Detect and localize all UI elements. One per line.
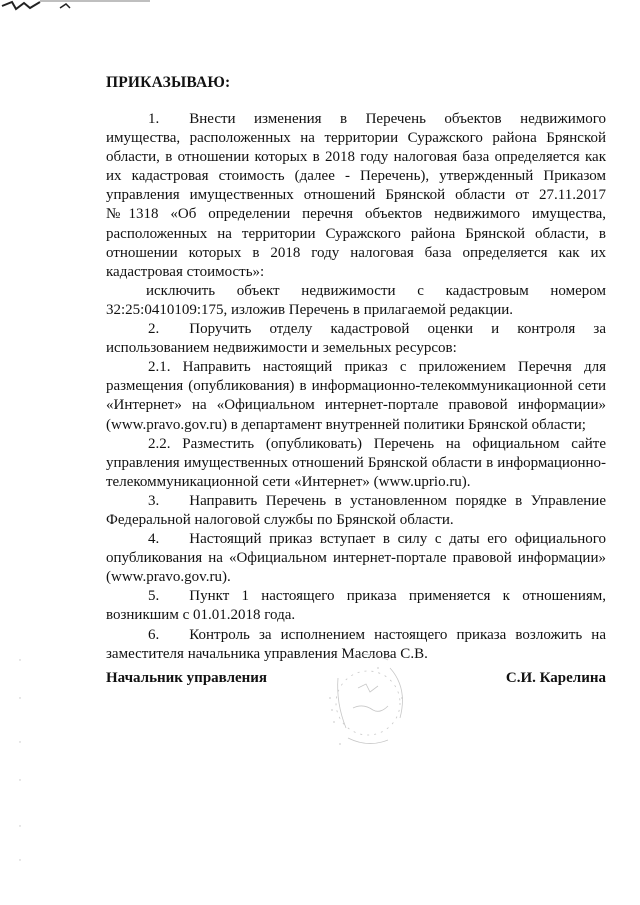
scan-margin-dots <box>18 650 22 870</box>
paragraph-item-5: 5. Пункт 1 настоящего приказа применяется к отношениям, возникшим с 01.01.2018 года. <box>106 588 606 624</box>
document-heading: ПРИКАЗЫВАЮ: <box>106 74 231 91</box>
paragraph-item-4: 4. Настоящий приказ вступает в силу с даты его официального опубликования на «Официальном интернет-портале правовой информации» (www.pravo.gov.ru). <box>106 531 606 586</box>
paragraph-item-3: 3. Направить Перечень в установленном порядке в Управление Федеральной налоговой службы по Брянской области. <box>106 492 606 528</box>
signatory-name: С.И. Карелина <box>505 670 606 686</box>
faint-stamp <box>318 648 418 758</box>
signatory-title: Начальник управления <box>106 670 268 686</box>
scan-artifact <box>0 0 150 14</box>
paragraph-exclusion: исключить объект недвижимости с кадастровым номером 32:25:0410109:175, изложив Перечень в прилагаемой редакции. <box>106 282 606 318</box>
document-body <box>106 110 606 664</box>
paragraph-item-1: 1. Внести изменения в Перечень объектов недвижимого имущества, расположенных на территории Суражского района Брянской области, в отношении которых в 2018 году налоговая база определяется как их кадастровая стоимость (далее - Перечень), утвержденный Приказом управления имущественных отношений Брянской области от 27.11.2017 №1318 «Об определении перечня объектов недвижимого имущества, расположенных на территории Суражского района Брянской области, в отношении которых в 2018 году налоговая база определяется как их кадастровая стоимость»: <box>106 111 606 280</box>
paragraph-item-6: 6. Контроль за исполнением настоящего приказа возложить на заместителя начальника управления Маслова С.В. <box>106 626 606 662</box>
paragraph-item-2: 2. Поручить отделу кадастровой оценки и контроля за использованием недвижимости и земельных ресурсов: <box>106 321 606 357</box>
paragraph-item-2-2: 2.2. Разместить (опубликовать) Перечень на официальном сайте управления имущественных отношений Брянской области в информационно-телекоммуникационной сети «Интернет» (www.uprio.ru). <box>106 435 606 490</box>
paragraph-item-2-1: 2.1. Направить настоящий приказ с приложением Перечня для размещения (опубликования) в информационно-телекоммуникационной сети «Интернет» на «Официальном интернет-портале правовой информации» (www.pravo.gov.ru) в департамент внутренней политики Брянской области; <box>106 359 606 433</box>
